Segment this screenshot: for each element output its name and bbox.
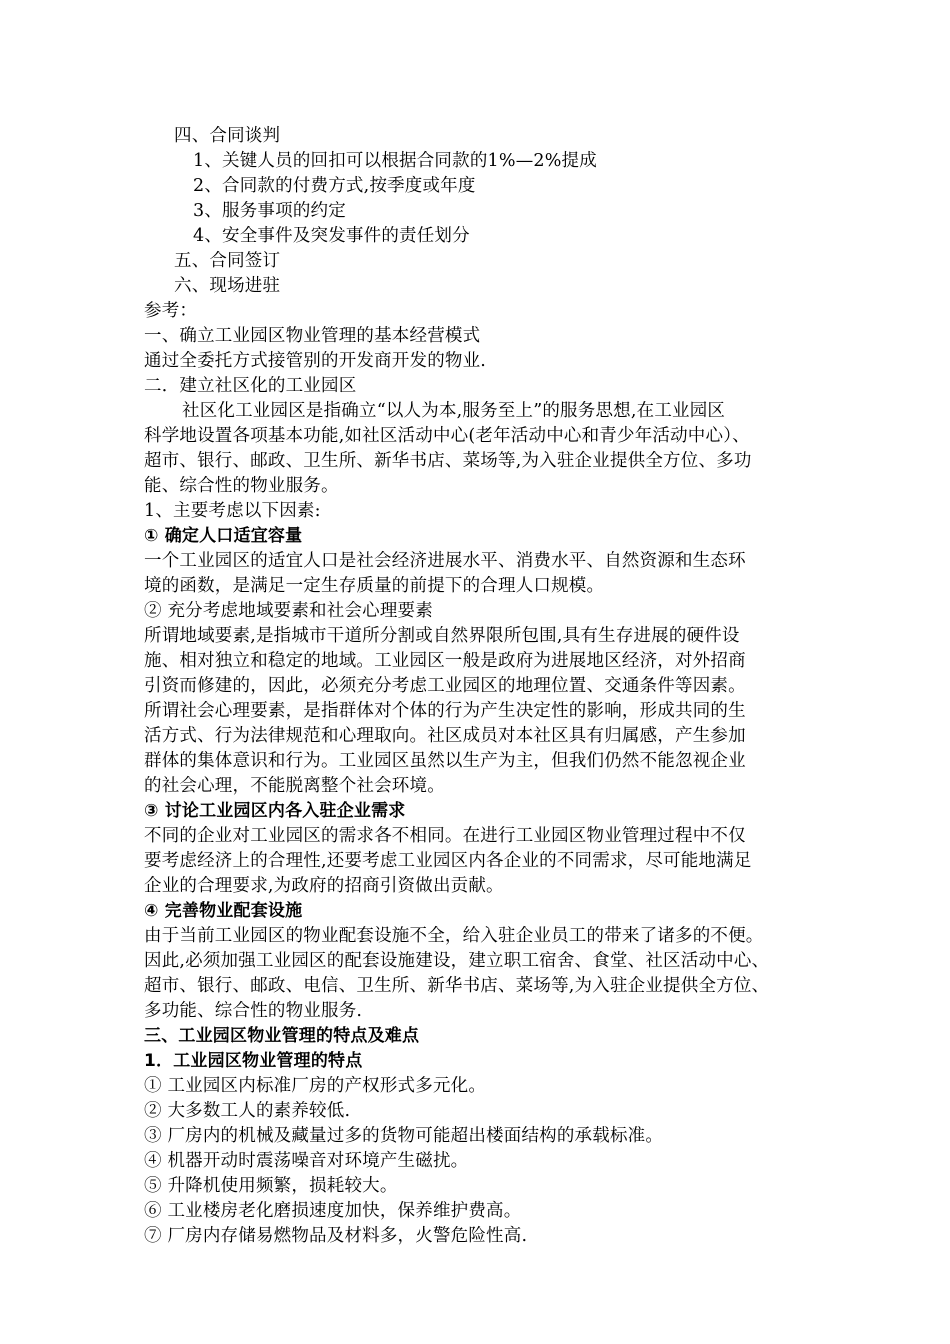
list-item: 1、关键人员的回扣可以根据合同款的1%—2%提成 xyxy=(193,151,597,171)
paragraph-line: 科学地设置各项基本功能,如社区活动中心(老年活动中心和青少年活动中心）、 xyxy=(144,426,750,446)
paragraph-line: 1、主要考虑以下因素: xyxy=(144,501,321,521)
paragraph-line: 超市、银行、邮政、电信、卫生所、新华书店、菜场等,为入驻企业提供全方位、 xyxy=(144,976,770,996)
paragraph-line: 通过全委托方式接管别的开发商开发的物业. xyxy=(144,351,487,371)
list-item: ④ 机器开动时震荡噪音对环境产生磁扰。 xyxy=(144,1151,469,1171)
paragraph-line: 社区化工业园区是指确立“以人为本,服务至上”的服务思想,在工业园区 xyxy=(182,401,726,421)
paragraph-line: 不同的企业对工业园区的需求各不相同。在进行工业园区物业管理过程中不仅 xyxy=(144,826,746,846)
list-item: 3、服务事项的约定 xyxy=(193,201,346,221)
section-heading: 三、工业园区物业管理的特点及难点 xyxy=(144,1026,420,1046)
paragraph-line: 活方式、行为法律规范和心理取向。社区成员对本社区具有归属感，产生参加 xyxy=(144,726,746,746)
section-heading: 一、确立工业园区物业管理的基本经营模式 xyxy=(144,326,481,346)
list-item: ③ 厂房内的机械及藏量过多的货物可能超出楼面结构的承载标准。 xyxy=(144,1126,664,1146)
subheading: ① 确定人口适宜容量 xyxy=(144,526,303,546)
heading-contract-signing: 五、合同签订 xyxy=(174,251,281,271)
paragraph-line: 群体的集体意识和行为。工业园区虽然以生产为主，但我们仍然不能忽视企业 xyxy=(144,751,746,771)
paragraph-line: 要考虑经济上的合理性,还要考虑工业园区内各企业的不同需求，尽可能地满足 xyxy=(144,851,752,871)
heading-onsite-entry: 六、现场进驻 xyxy=(174,276,281,296)
paragraph-line: 施、相对独立和稳定的地域。工业园区一般是政府为进展地区经济，对外招商 xyxy=(144,651,746,671)
subheading: ③ 讨论工业园区内各入驻企业需求 xyxy=(144,801,406,821)
paragraph-line: 的社会心理，不能脱离整个社会环境。 xyxy=(144,776,445,796)
subheading: ④ 完善物业配套设施 xyxy=(144,901,303,921)
paragraph-line: 引资而修建的，因此，必须充分考虑工业园区的地理位置、交通条件等因素。 xyxy=(144,676,746,696)
paragraph-line: 由于当前工业园区的物业配套设施不全，给入驻企业员工的带来了诸多的不便。 xyxy=(144,926,764,946)
paragraph-line: 企业的合理要求,为政府的招商引资做出贡献。 xyxy=(144,876,504,896)
paragraph-line: 所谓社会心理要素，是指群体对个体的行为产生决定性的影响，形成共同的生 xyxy=(144,701,746,721)
paragraph-line: 能、综合性的物业服务。 xyxy=(144,476,339,496)
paragraph-line: 所谓地域要素,是指城市干道所分割或自然界限所包围,具有生存进展的硬件设 xyxy=(144,626,740,646)
subheading: ② 充分考虑地域要素和社会心理要素 xyxy=(144,601,433,621)
list-item: 4、安全事件及突发事件的责任划分 xyxy=(193,226,470,246)
list-item: ② 大多数工人的素养较低. xyxy=(144,1101,351,1121)
paragraph-line: 境的函数，是满足一定生存质量的前提下的合理人口规模。 xyxy=(144,576,605,596)
list-item: ① 工业园区内标准厂房的产权形式多元化。 xyxy=(144,1076,487,1096)
paragraph-line: 超市、银行、邮政、卫生所、新华书店、菜场等,为入驻企业提供全方位、多功 xyxy=(144,451,752,471)
list-item: 2、合同款的付费方式,按季度或年度 xyxy=(193,176,476,196)
paragraph-line: 因此,必须加强工业园区的配套设施建设，建立职工宿舍、食堂、社区活动中心、 xyxy=(144,951,770,971)
subheading: 1．工业园区物业管理的特点 xyxy=(144,1051,363,1071)
heading-contract-negotiation: 四、合同谈判 xyxy=(174,126,281,146)
list-item: ⑦ 厂房内存储易燃物品及材料多，火警危险性高. xyxy=(144,1226,528,1246)
section-heading: 二．建立社区化的工业园区 xyxy=(144,376,357,396)
list-item: ⑥ 工业楼房老化磨损速度加快，保养维护费高。 xyxy=(144,1201,522,1221)
list-item: ⑤ 升降机使用频繁，损耗较大。 xyxy=(144,1176,398,1196)
paragraph-line: 多功能、综合性的物业服务. xyxy=(144,1001,363,1021)
reference-label: 参考： xyxy=(144,301,198,321)
paragraph-line: 一个工业园区的适宜人口是社会经济进展水平、消费水平、自然资源和生态环 xyxy=(144,551,746,571)
